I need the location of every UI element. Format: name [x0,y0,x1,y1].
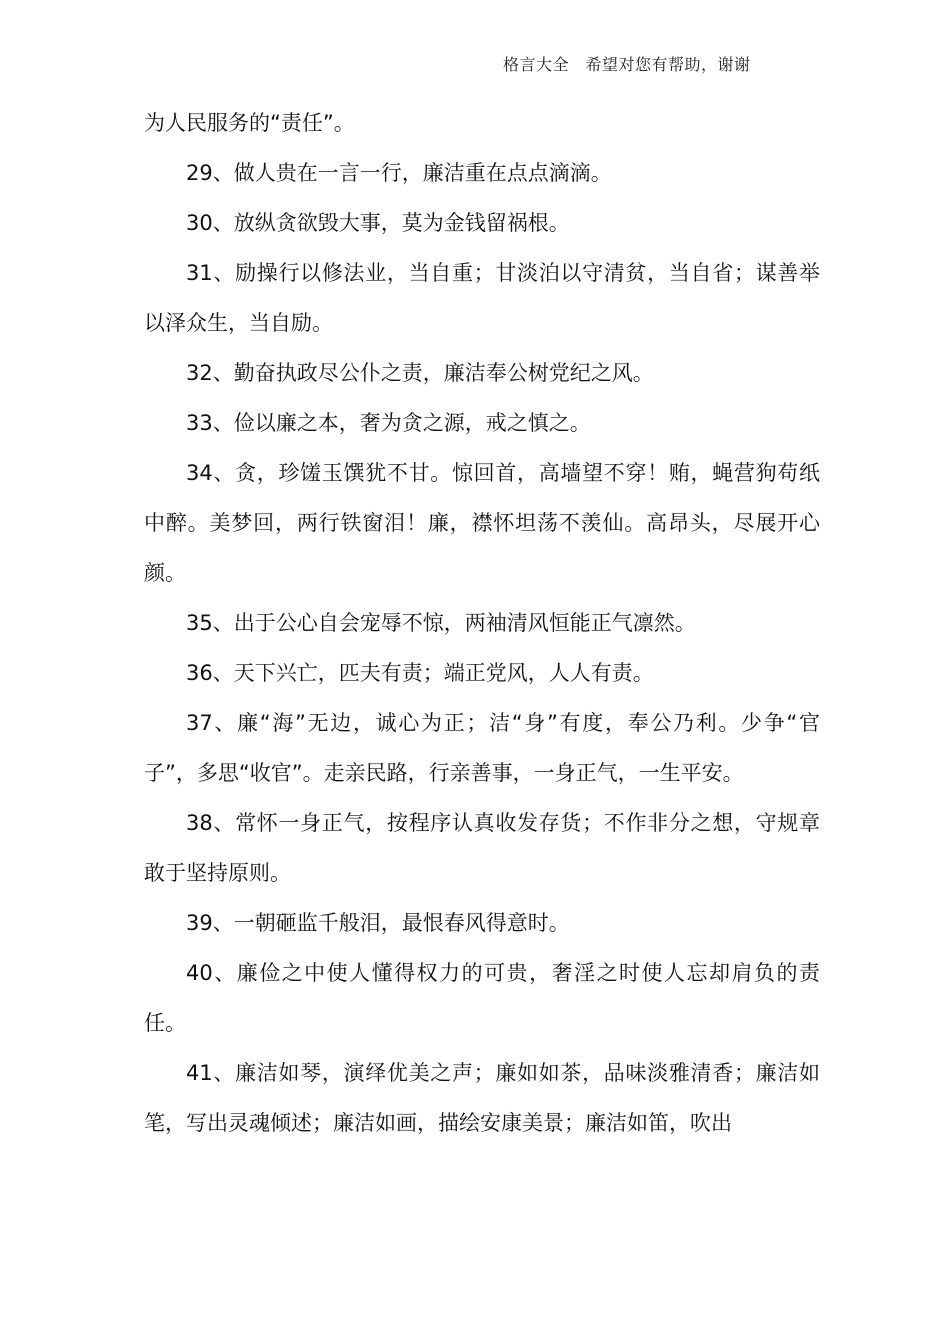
paragraph-36: 36、天下兴亡，匹夫有责；端正党风，人人有责。 [186,661,654,685]
paragraph-33: 33、俭以廉之本，奢为贪之源，戒之慎之。 [186,411,591,435]
paragraph-40: 40、廉俭之中使人懂得权力的可贵，奢淫之时使人忘却肩负的责任。 [144,961,820,1035]
paragraph-31: 31、励操行以修法业，当自重；甘淡泊以守清贫，当自省；谋善举以泽众生，当自励。 [144,261,820,335]
page-header: 格言大全 希望对您有帮助，谢谢 [503,55,751,74]
paragraph-37: 37、廉“海”无边，诚心为正；洁“身”有度，奉公乃利。少争“官子”，多思“收官”。走亲民路，行亲善事，一身正气，一生平安。 [144,711,820,785]
paragraph-38: 38、常怀一身正气，按程序认真收发存货；不作非分之想，守规章敢于坚持原则。 [144,811,820,885]
paragraph-30: 30、放纵贪欲毁大事，莫为金钱留祸根。 [186,211,570,235]
paragraph-41: 41、廉洁如琴，演绎优美之声；廉如如茶，品味淡雅清香；廉洁如笔，写出灵魂倾述；廉洁如画，描绘安康美景；廉洁如笛，吹出 [144,1061,820,1135]
paragraph-39: 39、一朝砸监千般泪，最恨春风得意时。 [186,911,570,935]
paragraph-32: 32、勤奋执政尽公仆之责，廉洁奉公树党纪之风。 [186,361,654,385]
paragraph-35: 35、出于公心自会宠辱不惊，两袖清风恒能正气凛然。 [186,611,696,635]
paragraph-34: 34、贪，珍馐玉馔犹不甘。惊回首，高墙望不穿！贿，蝇营狗苟纸中醉。美梦回，两行铁窗泪！廉，襟怀坦荡不羡仙。高昂头，尽展开心颜。 [144,461,820,585]
document-body [144,98,820,1148]
paragraph-continuation: 为人民服务的“责任”。 [144,111,355,135]
paragraph-29: 29、做人贵在一言一行，廉洁重在点点滴滴。 [186,161,612,185]
